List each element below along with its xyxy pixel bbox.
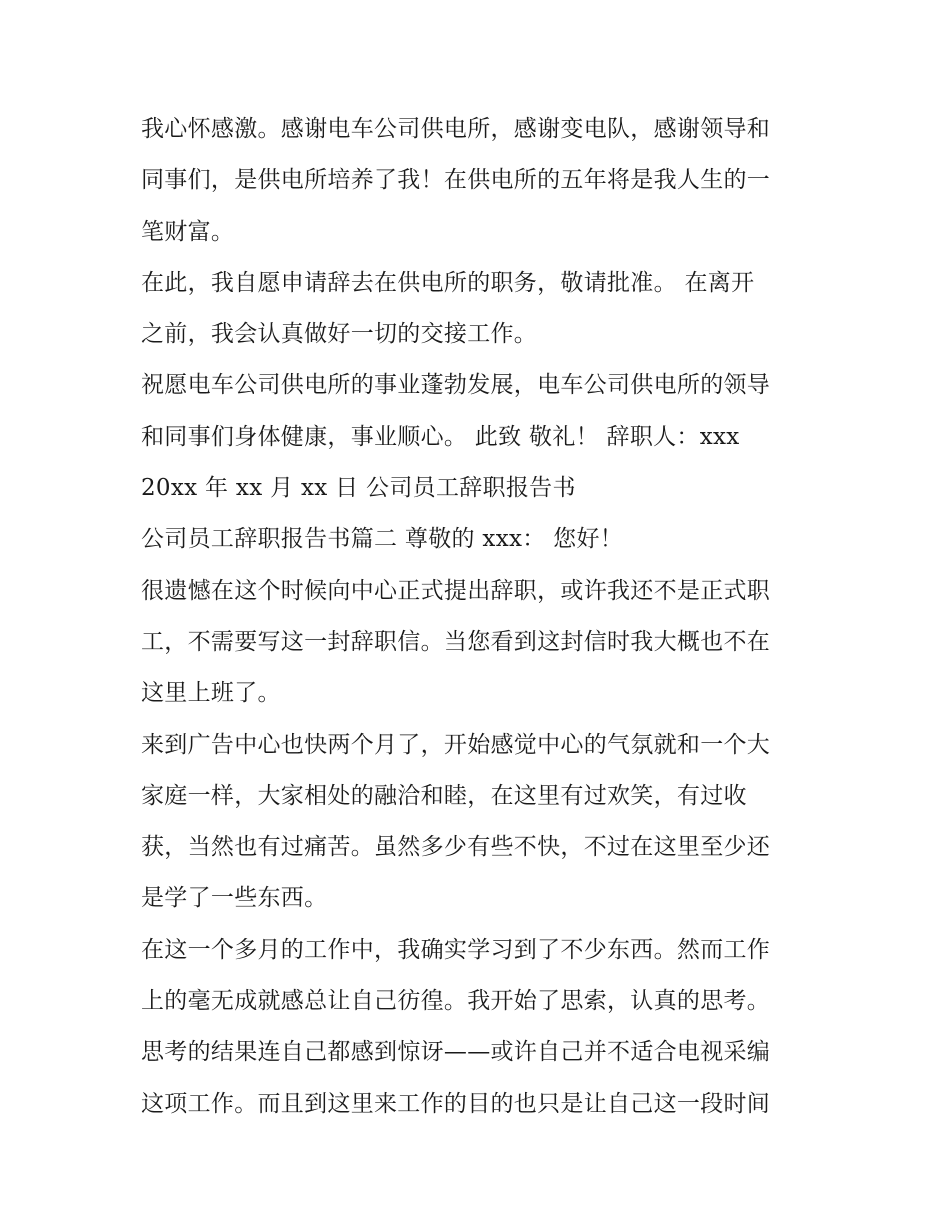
text-line: 是学了一些东西。 [141, 885, 328, 912]
text-line: 获，当然也有过痛苦。虽然多少有些不快，不过在这里至少还 [141, 834, 771, 861]
text-line: 这里上班了。 [141, 680, 281, 707]
text-line: 祝愿电车公司供电所的事业蓬勃发展，电车公司供电所的领导 [141, 372, 771, 399]
text-line: 很遗憾在这个时候向中心正式提出辞职，或许我还不是正式职 [141, 577, 771, 604]
text-line: 和同事们身体健康，事业顺心。 此致 敬礼！ 辞职人：xxx [141, 423, 740, 450]
text-line: 在这一个多月的工作中，我确实学习到了不少东西。然而工作 [141, 936, 771, 963]
text-line: 之前，我会认真做好一切的交接工作。 [141, 321, 538, 348]
text-line: 公司员工辞职报告书篇二 尊敬的 xxx： 您好！ [141, 526, 624, 553]
text-line: 在此，我自愿申请辞去在供电所的职务，敬请批准。 在离开 [141, 269, 755, 296]
text-line: 20xx 年 xx 月 xx 日 公司员工辞职报告书 [141, 475, 576, 502]
text-line: 工，不需要写这一封辞职信。当您看到这封信时我大概也不在 [141, 628, 771, 655]
text-line: 笔财富。 [141, 218, 235, 245]
text-line: 这项工作。而且到这里来工作的目的也只是让自己这一段时间 [141, 1090, 771, 1117]
text-line: 上的毫无成就感总让自己彷徨。我开始了思索，认真的思考。 [141, 988, 771, 1015]
text-line: 家庭一样，大家相处的融洽和睦，在这里有过欢笑，有过收 [141, 782, 747, 809]
text-line: 思考的结果连自己都感到惊讶——或许自己并不适合电视采编 [141, 1039, 771, 1066]
text-line: 来到广告中心也快两个月了，开始感觉中心的气氛就和一个大 [141, 731, 771, 758]
document-body [141, 104, 821, 1130]
text-line: 我心怀感激。感谢电车公司供电所，感谢变电队，感谢领导和 [141, 116, 771, 142]
text-line: 同事们，是供电所培养了我！在供电所的五年将是我人生的一 [141, 167, 771, 194]
